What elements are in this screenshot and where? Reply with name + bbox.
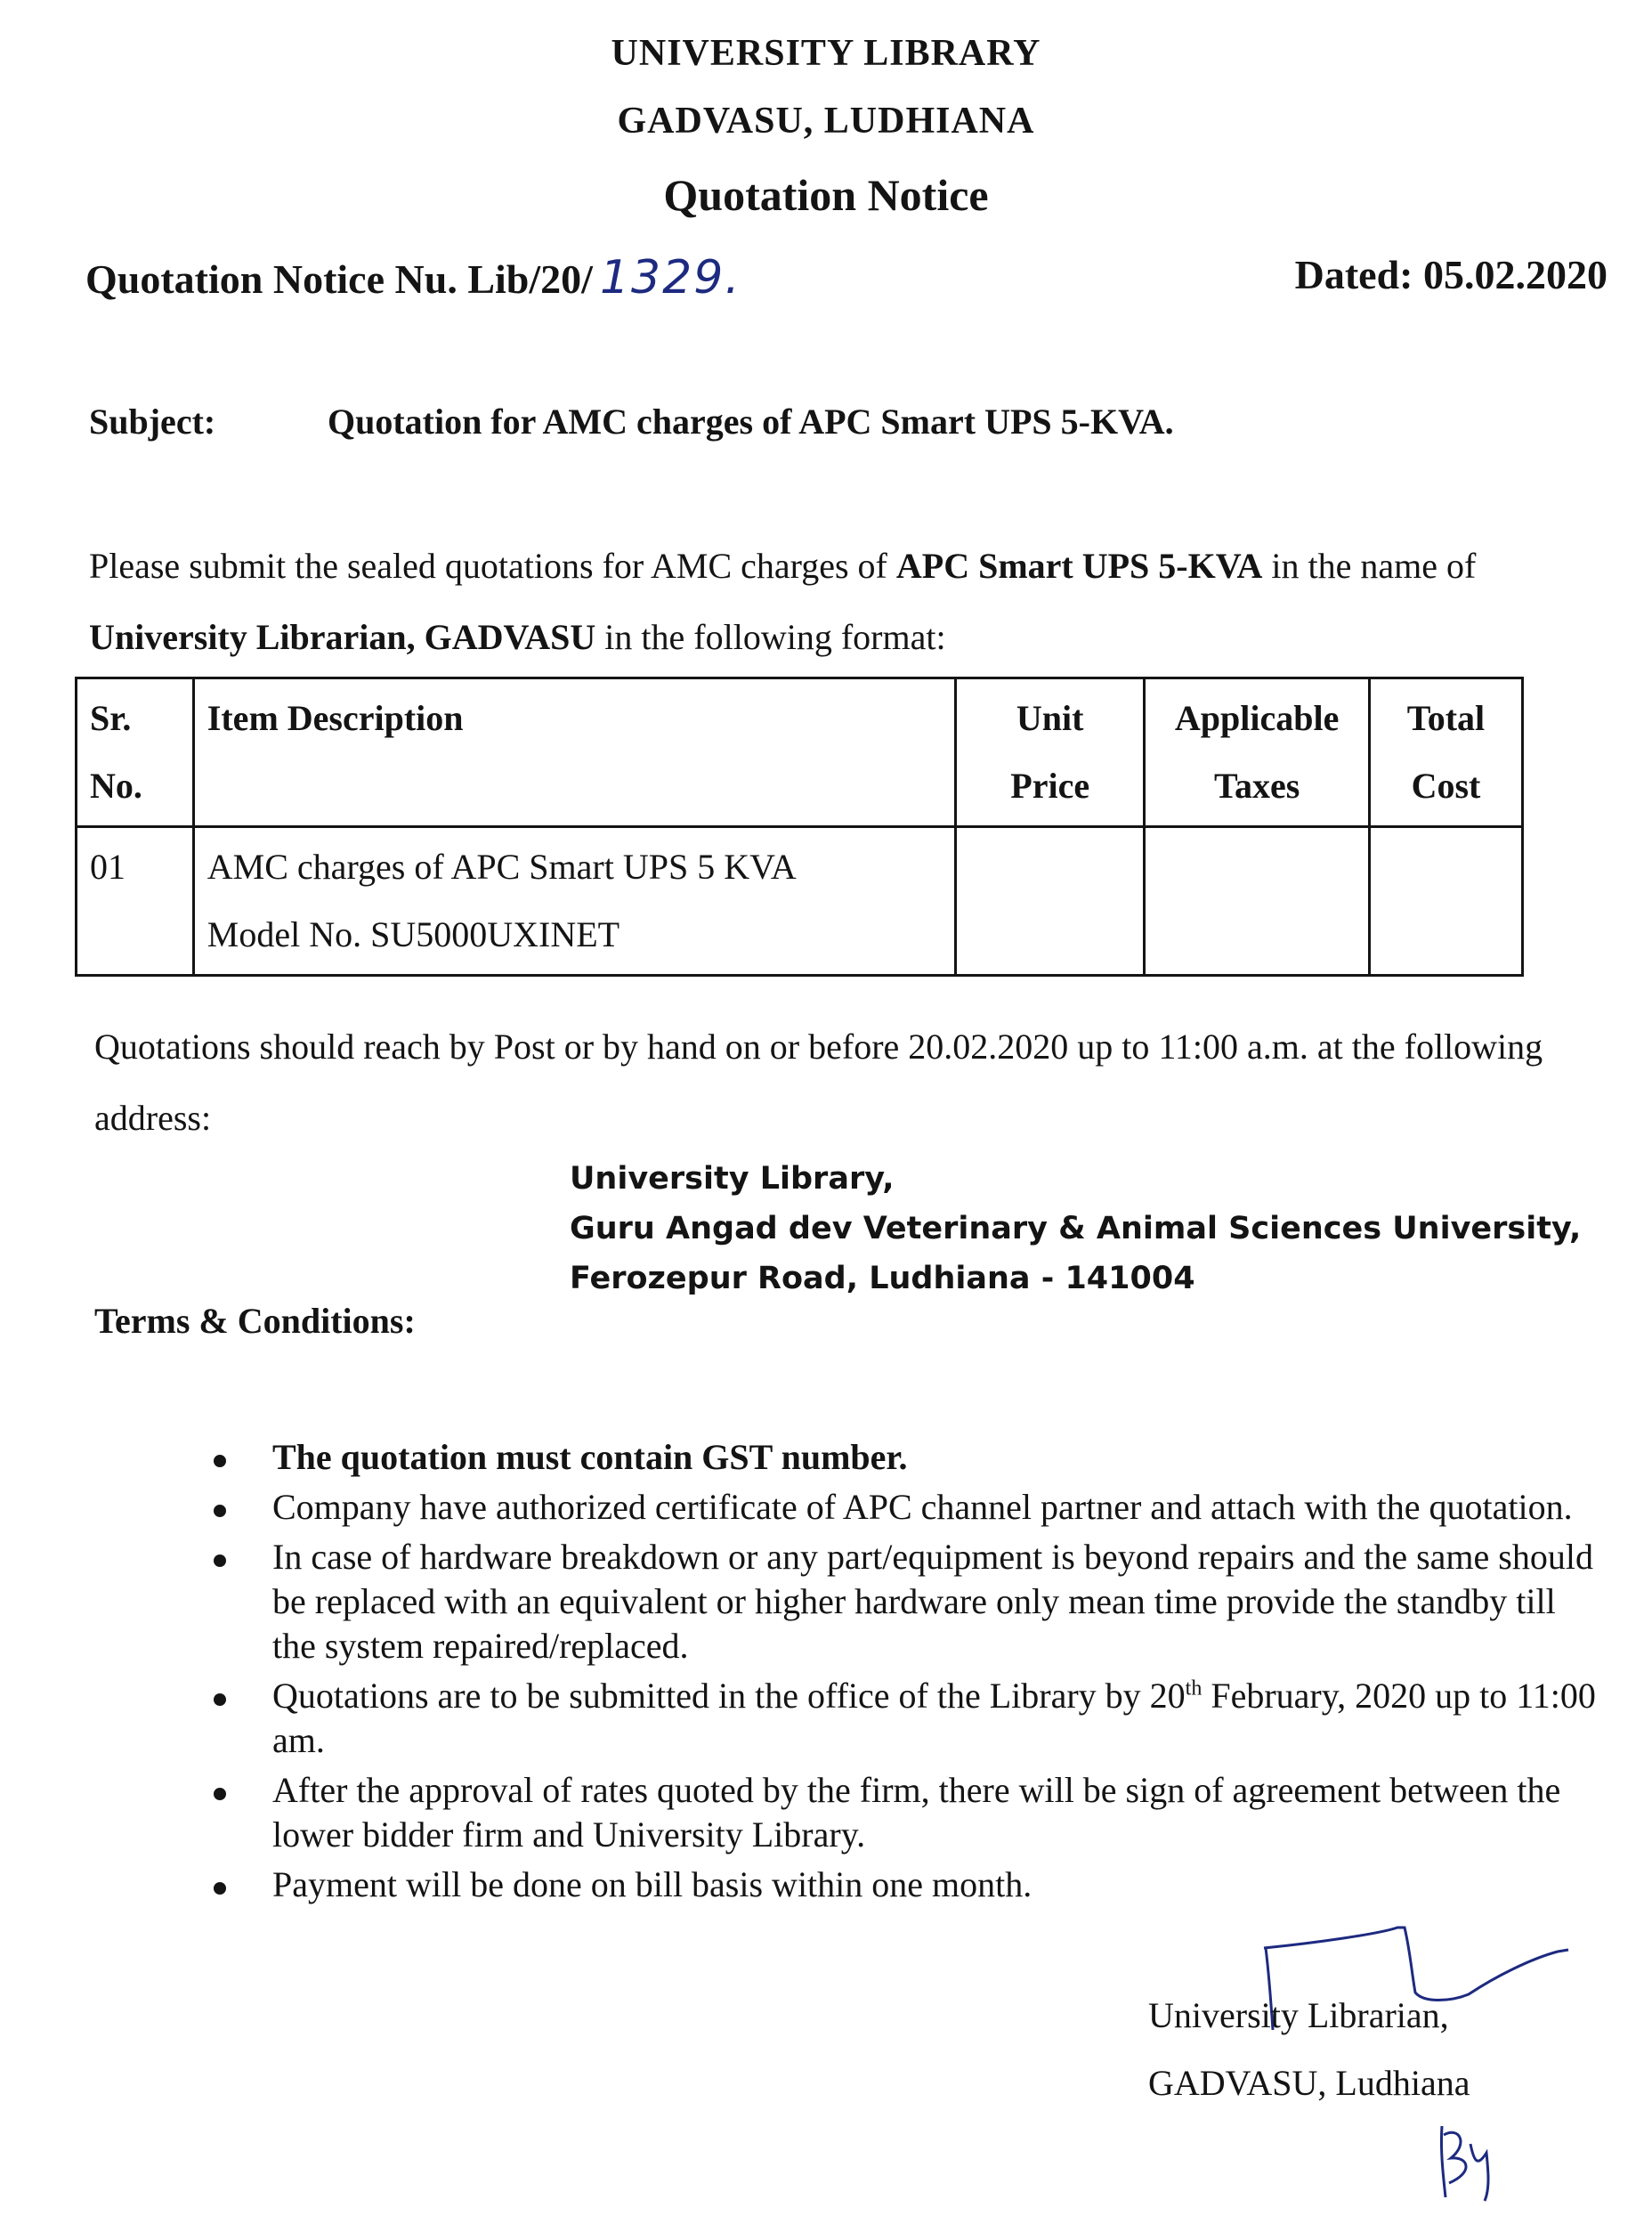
intro-text-1: Please submit the sealed quotations for AMC charges of	[89, 546, 896, 586]
intro-bold-librarian: University Librarian, GADVASU	[89, 617, 596, 657]
col-header-item-description: Item Description	[193, 678, 955, 827]
list-item: After the approval of rates quoted by the firm, there will be sign of agreement between the lower bidder firm and University Library.	[214, 1768, 1602, 1857]
list-item: Payment will be done on bill basis within one month.	[214, 1863, 1602, 1907]
quotation-table	[75, 677, 1524, 977]
intro-text-3: in the following format:	[595, 617, 946, 657]
bullet-icon	[214, 1788, 226, 1800]
cell-total-cost	[1369, 827, 1522, 976]
cell-sr-no: 01	[77, 827, 194, 976]
intro-paragraph	[89, 531, 1602, 673]
address-line-3: Ferozepur Road, Ludhiana - 141004	[570, 1261, 1195, 1296]
header-university-library: UNIVERSITY LIBRARY	[611, 33, 1041, 74]
list-item: The quotation must contain GST number.	[214, 1435, 1602, 1480]
subject-label: Subject:	[89, 402, 216, 442]
notice-number-label: Quotation Notice Nu. Lib/20/	[85, 256, 593, 302]
signatory-title: University Librarian,	[1148, 1995, 1449, 2035]
address-line-2: Guru Angad dev Veterinary & Animal Sciences University,	[570, 1211, 1582, 1246]
intro-bold-product: APC Smart UPS 5-KVA	[895, 546, 1263, 586]
col-header-applicable-taxes: Applicable Taxes	[1145, 678, 1370, 827]
bullet-icon	[214, 1505, 226, 1517]
delivery-address	[570, 1154, 1581, 1303]
notice-number	[85, 251, 741, 304]
bullet-icon	[214, 1455, 226, 1467]
handwritten-notice-number: 1329.	[599, 251, 741, 304]
intro-text-2: in the name of	[1262, 546, 1477, 586]
cell-applicable-taxes	[1145, 827, 1370, 976]
initials-icon	[1424, 2108, 1513, 2206]
submission-instructions: Quotations should reach by Post or by hand on or before 20.02.2020 up to 11:00 a.m. at the following address:	[94, 1027, 1543, 1138]
page-title: Quotation Notice	[663, 170, 989, 220]
terms-list	[214, 1435, 1602, 1912]
bullet-icon	[214, 1882, 226, 1895]
col-header-sr-no: Sr. No.	[77, 678, 194, 827]
table-row	[77, 827, 1523, 976]
signatory-institution: GADVASU, Ludhiana	[1148, 2063, 1470, 2103]
bullet-icon	[214, 1554, 226, 1567]
cell-item-description: AMC charges of APC Smart UPS 5 KVA Model No. SU5000UXINET	[193, 827, 955, 976]
col-header-total-cost: Total Cost	[1369, 678, 1522, 827]
header-gadvasu-ludhiana: GADVASU, LUDHIANA	[617, 101, 1035, 142]
address-line-1: University Library,	[570, 1161, 895, 1197]
col-header-unit-price: Unit Price	[956, 678, 1145, 827]
notice-date: Dated: 05.02.2020	[1294, 252, 1607, 297]
cell-unit-price	[956, 827, 1145, 976]
list-item: In case of hardware breakdown or any part/equipment is beyond repairs and the same should be replaced with an equivalent or higher hardware only mean time provide the standby till the system repaired/replaced.	[214, 1535, 1602, 1668]
table-header-row	[77, 678, 1523, 827]
list-item: Quotations are to be submitted in the office of the Library by 20th February, 2020 up to 11:00 am.	[214, 1674, 1602, 1763]
bullet-icon	[214, 1693, 226, 1706]
terms-heading: Terms & Conditions:	[94, 1301, 416, 1341]
list-item: Company have authorized certificate of APC channel partner and attach with the quotation.	[214, 1485, 1602, 1530]
subject-text: Quotation for AMC charges of APC Smart UPS 5-KVA.	[328, 402, 1174, 442]
